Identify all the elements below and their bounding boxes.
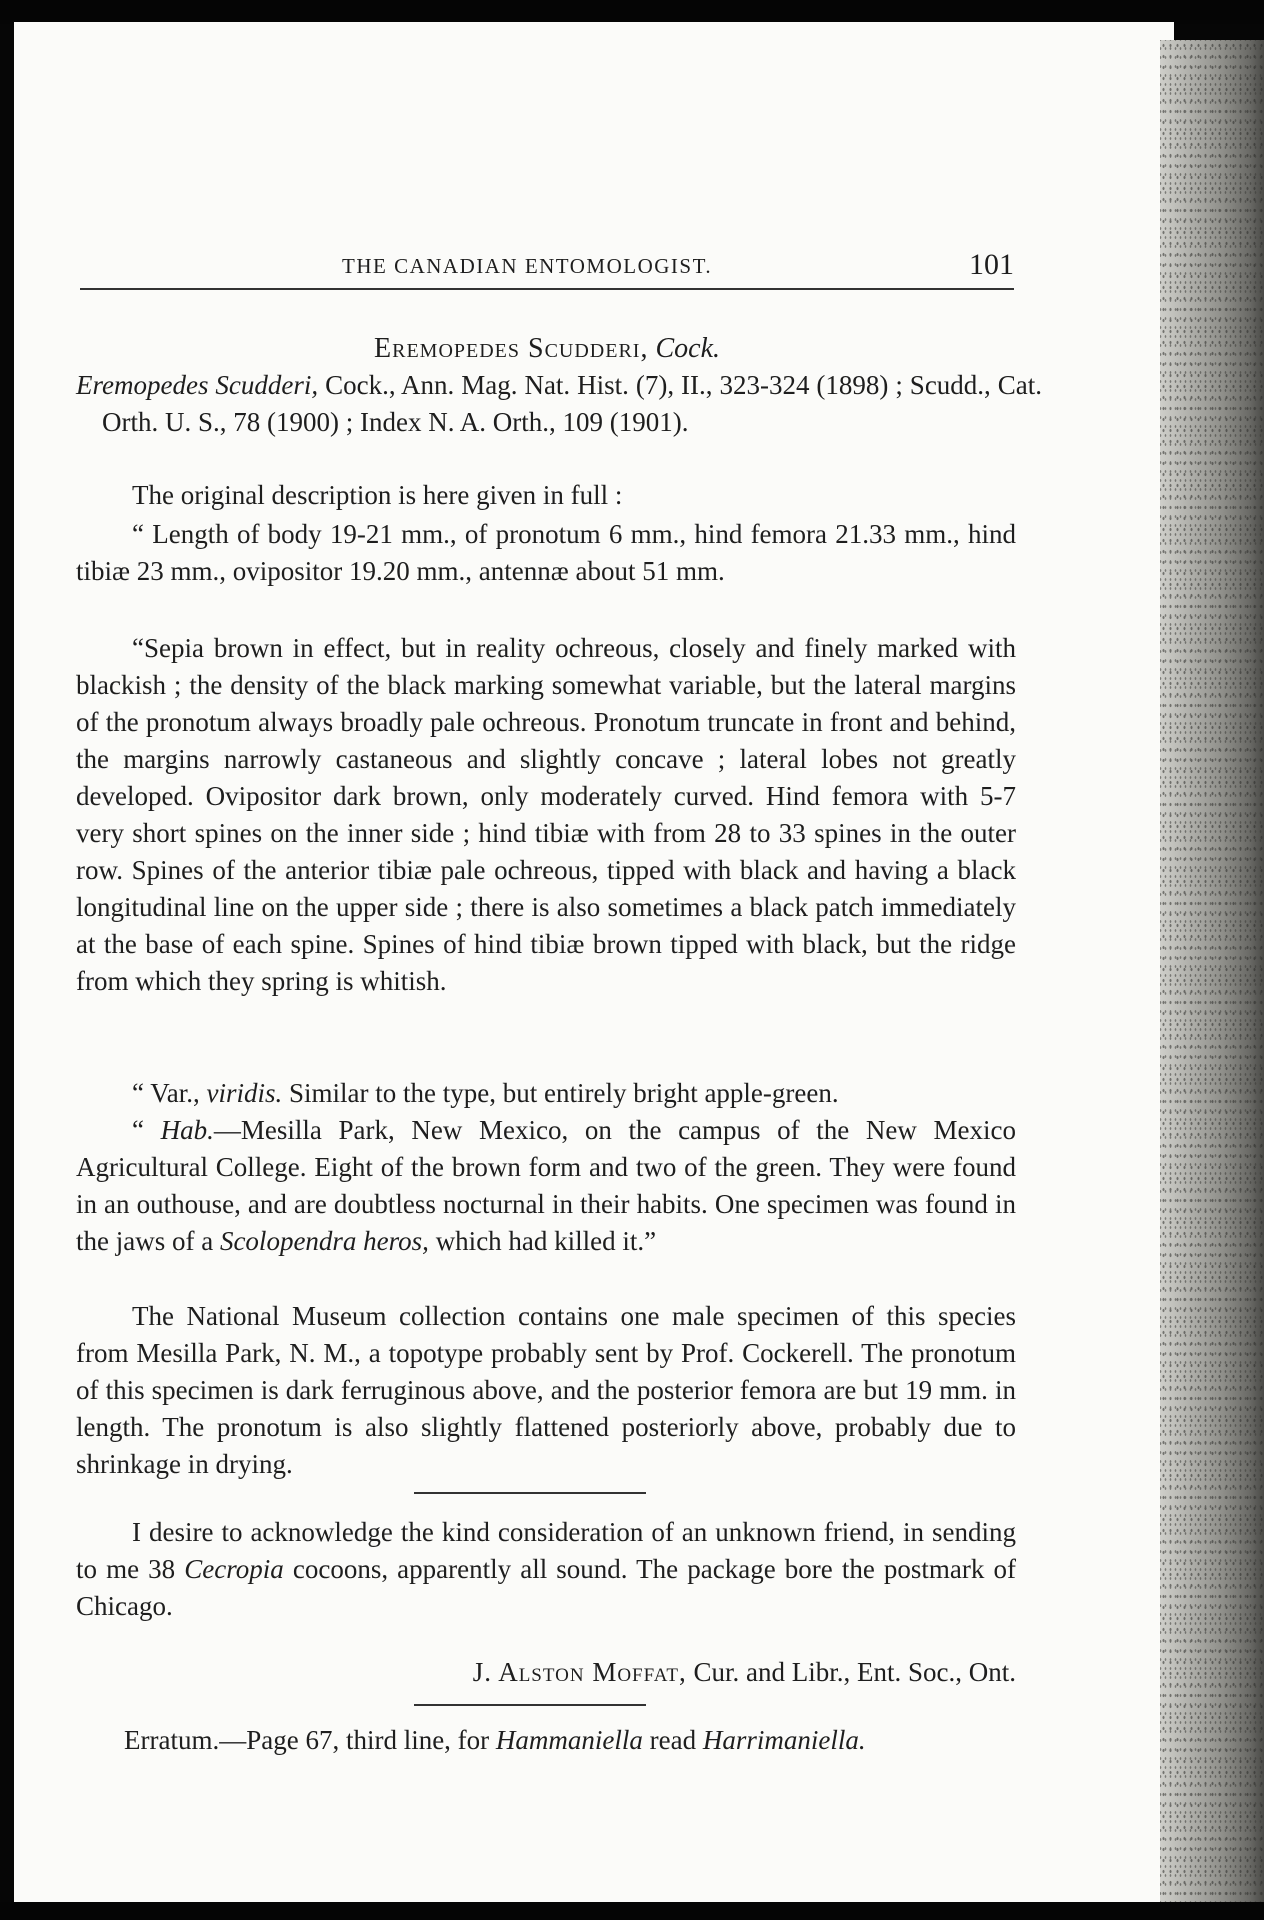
header-rule xyxy=(80,288,1014,290)
quote-description: “Sepia brown in effect, but in reality ochreous, closely and finely marked with blackish ; the density of the black marking somewhat variable, but the lateral margins of the pronotum always broadly pale ochreous. Pronotum truncate in front and behind, the margins narrowly castaneous and slightly concave ; lateral lobes not greatly developed. Ovipositor dark brown, only moderately curved. Hind femora with 5-7 very short spines on the inner side ; hind tibiæ with from 28 to 33 spines in the outer row. Spines of the anterior tibiæ pale ochreous, tipped with black and having a black longitudinal line on the upper side ; there is also sometimes a black patch immediately at the base of each spine. Spines of hind tibiæ brown tipped with black, but the ridge from which they spring is whitish. xyxy=(76,633,1016,996)
habitat-label: Hab. xyxy=(160,1115,214,1145)
note-text-before: I desire to acknowledge the kind consideration of an unknown friend, in sending to me 38 xyxy=(76,1517,1016,1584)
signature-title: Cur. and Libr., Ent. Soc., Ont. xyxy=(686,1657,1016,1687)
signature-name: J. Alston Moffat, xyxy=(472,1657,687,1687)
erratum-correct-name: Harrimaniella. xyxy=(702,1725,866,1755)
museum-paragraph: The National Museum collection contains one male specimen of this species from Mesilla Park, N. M., a topotype probably sent by Prof. Cockerell. The pronotum of this specimen is dark ferruginous above, and the posterior femora are but 19 mm. in length. The pronotum is also slightly flattened posteriorly above, probably due to shrinkage in drying. xyxy=(76,1301,1016,1479)
species-heading-name: Eremopedes Scudderi, xyxy=(374,333,649,364)
quote-habitat xyxy=(76,1112,1016,1260)
synonymy-name: Eremopedes Scudderi, xyxy=(76,370,319,400)
page-number: 101 xyxy=(969,248,1014,281)
scan-border-top xyxy=(0,0,1264,24)
running-head: THE CANADIAN ENTOMOLOGIST. xyxy=(342,254,713,278)
book-page xyxy=(14,22,1174,1902)
quote-habitat-open: “ xyxy=(132,1115,161,1145)
scan-border-bottom xyxy=(0,1902,1264,1920)
quote-habitat-end: which had killed it.” xyxy=(428,1226,657,1256)
quote-measurements: “ Length of body 19-21 mm., of pronotum 6 mm., hind femora 21.33 mm., hind tibiæ 23 mm., ovipositor 19.20 mm., antennæ about 51 mm. xyxy=(76,519,1016,586)
signature xyxy=(314,1654,1016,1691)
page-header xyxy=(92,248,1014,291)
quote-variety xyxy=(76,1075,1016,1112)
predator-name: Scolopendra heros, xyxy=(219,1226,429,1256)
erratum xyxy=(124,1722,1016,1759)
quote-variety-open: “ Var., xyxy=(132,1078,207,1108)
section-divider-2 xyxy=(414,1704,646,1706)
intro-paragraph: The original description is here given in full : xyxy=(132,480,623,510)
page-stack-edge xyxy=(1160,40,1264,1902)
acknowledgement-note xyxy=(76,1514,1016,1625)
erratum-text-mid: read xyxy=(642,1725,703,1755)
note-genus: Cecropia xyxy=(184,1554,284,1584)
synonymy-entry xyxy=(76,367,1042,441)
quote-habitat-text: —Mesilla Park, New Mexico, on the campus of the New Mexico Agricultural College. Eight of the brown form and two of the green. They were found in an outhouse, and are doubtless nocturnal in their habits. One specimen was found in the jaws of a xyxy=(76,1115,1016,1256)
synonymy-citations: Cock., Ann. Mag. Nat. Hist. (7), II., 323-324 (1898) ; Scudd., Cat. Orth. U. S., 78 (1900) ; Index N. A. Orth., 109 (1901). xyxy=(102,370,1042,437)
variety-name: viridis. xyxy=(206,1078,283,1108)
erratum-wrong-name: Hammaniella xyxy=(495,1725,643,1755)
quote-variety-text: Similar to the type, but entirely bright apple-green. xyxy=(282,1078,839,1108)
species-heading-author: Cock. xyxy=(655,333,720,364)
erratum-text-before: Erratum.—Page 67, third line, for xyxy=(124,1725,496,1755)
species-heading xyxy=(80,330,1014,367)
section-divider-1 xyxy=(414,1492,646,1494)
note-text-after: cocoons, apparently all sound. The package bore the postmark of Chicago. xyxy=(76,1554,1016,1621)
page-edge-texture xyxy=(1160,40,1264,1902)
